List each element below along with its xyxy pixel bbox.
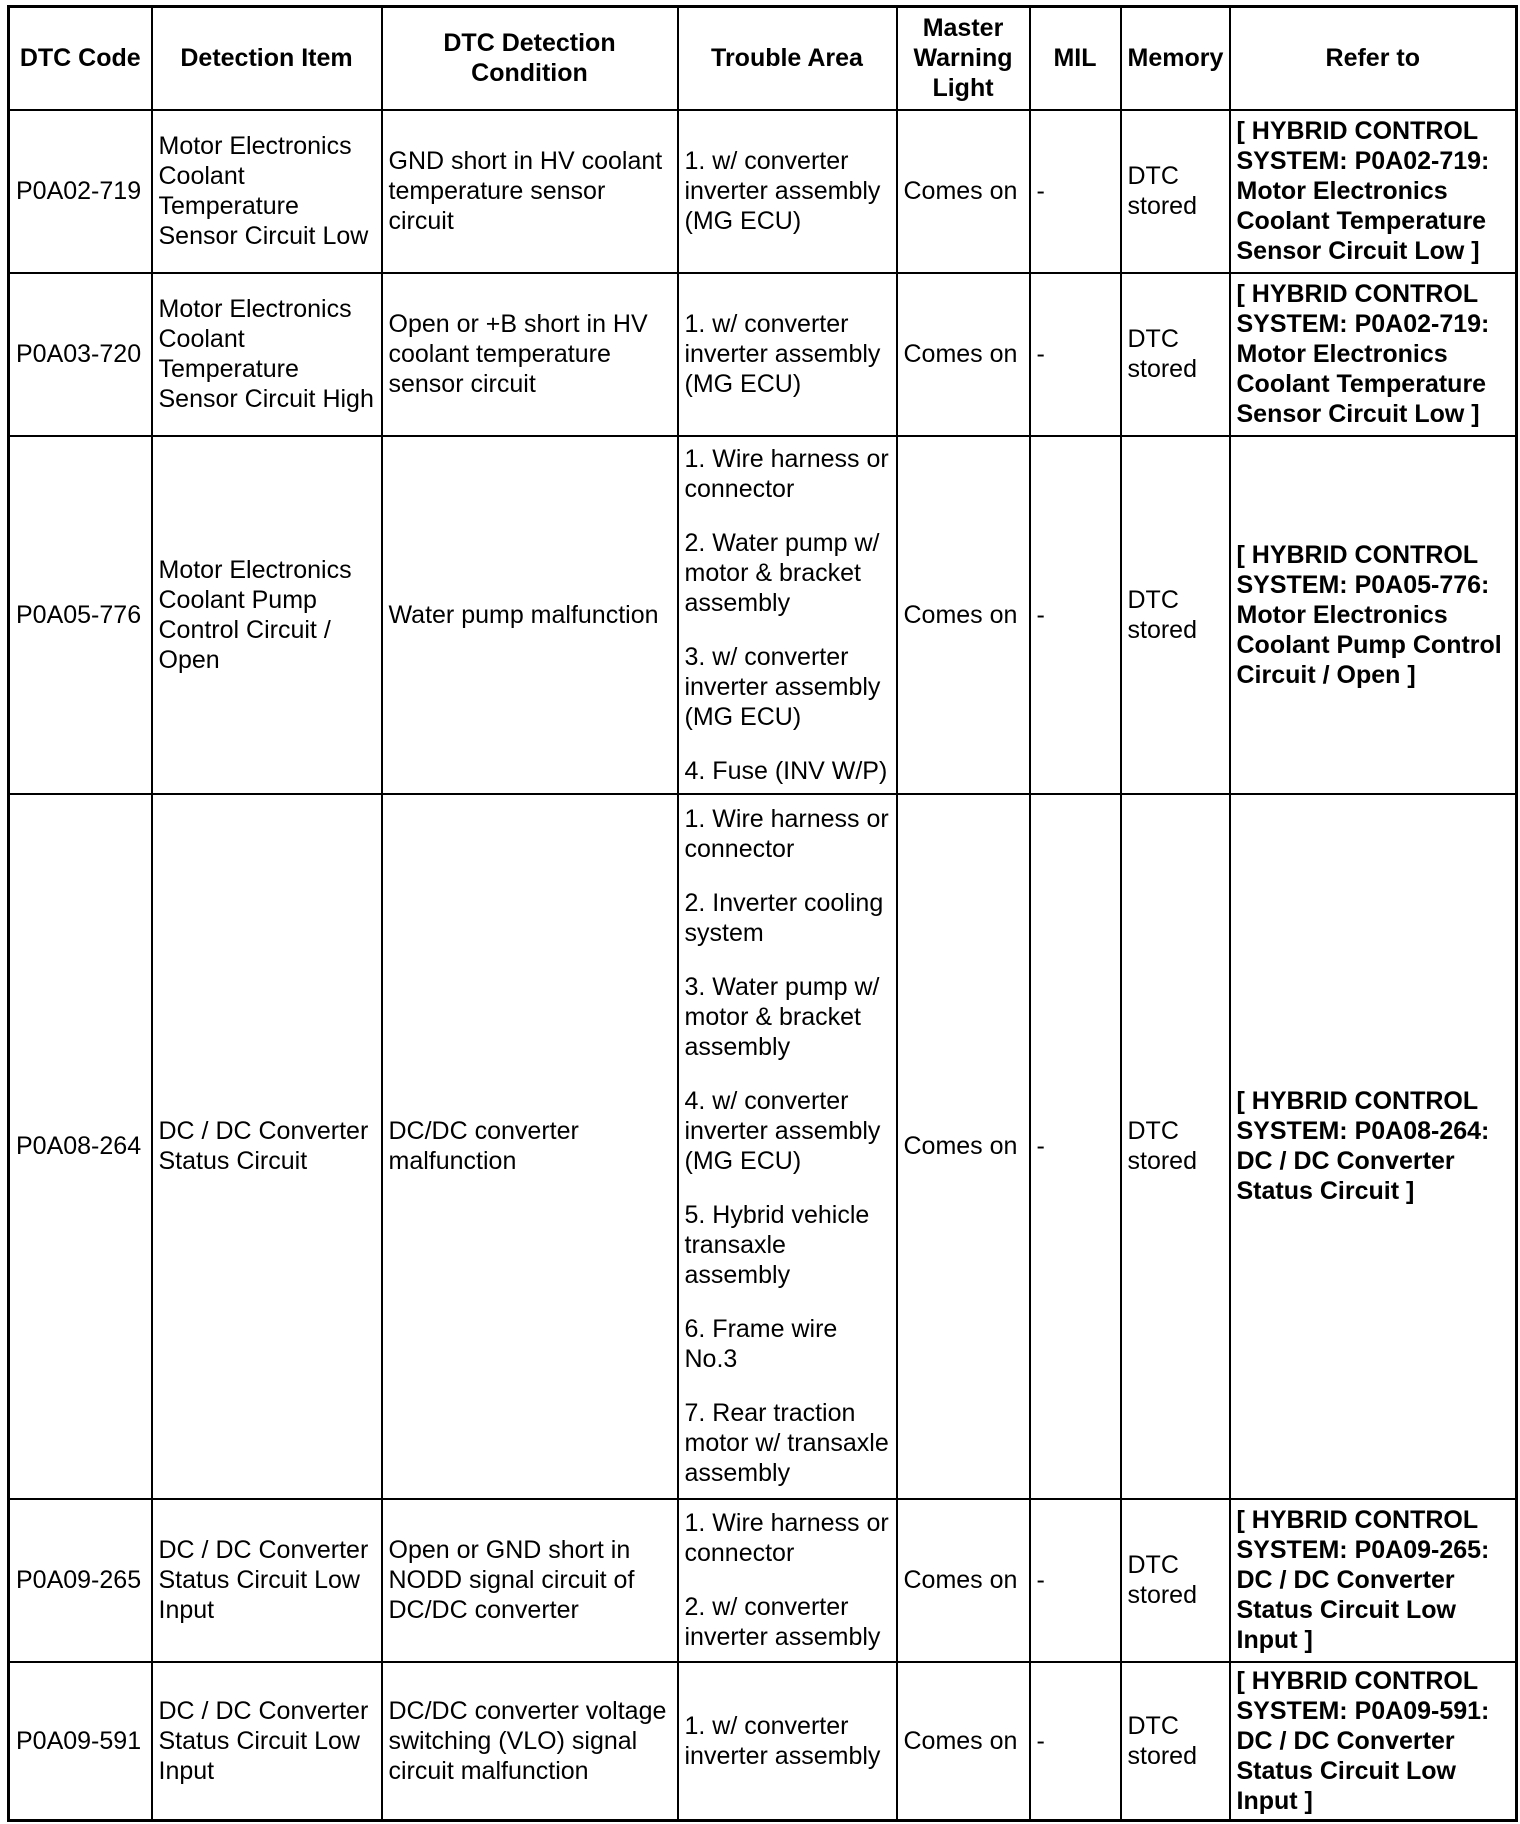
mil-cell: - [1030,1662,1121,1821]
detection-condition-cell: Open or +B short in HV coolant temperature sensor circuit [382,273,678,436]
detection-item-cell: DC / DC Converter Status Circuit Low Input [152,1499,382,1662]
trouble-area-item: 2. Inverter cooling system [684,889,884,947]
table-row [9,1499,1517,1662]
memory-cell: DTC stored [1121,436,1230,794]
master-warning-cell: Comes on [897,794,1030,1499]
header-master-warning-light: Master Warning Light [897,7,1030,110]
detection-condition-cell: GND short in HV coolant temperature sensor circuit [382,110,678,273]
refer-to-cell: [ HYBRID CONTROL SYSTEM: P0A02-719: Motor Electronics Coolant Temperature Sensor Circuit Low ] [1230,110,1517,273]
detection-condition-cell: DC/DC converter voltage switching (VLO) signal circuit malfunction [382,1662,678,1821]
mil-cell: - [1030,110,1121,273]
header-trouble-area: Trouble Area [678,7,897,110]
trouble-area-item: 2. Water pump w/ motor & bracket assembly [684,528,880,617]
trouble-area-cell [678,1662,897,1821]
table-row [9,1662,1517,1821]
trouble-area-item: 1. Wire harness or connector [684,805,889,863]
trouble-area-cell [678,436,897,794]
table-row [9,273,1517,436]
detection-item-cell: Motor Electronics Coolant Pump Control Circuit / Open [152,436,382,794]
memory-cell: DTC stored [1121,1662,1230,1821]
trouble-area-item: 2. w/ converter inverter assembly [684,1593,881,1651]
master-warning-cell: Comes on [897,1662,1030,1821]
dtc-code-cell: P0A08-264 [9,794,152,1499]
trouble-area-item: 1. Wire harness or connector [684,444,889,503]
detection-item-cell: DC / DC Converter Status Circuit Low Input [152,1662,382,1821]
detection-condition-cell: DC/DC converter malfunction [382,794,678,1499]
header-detection-condition: DTC Detection Condition [382,7,678,110]
table-row [9,110,1517,273]
mil-cell: - [1030,436,1121,794]
detection-item-cell: DC / DC Converter Status Circuit [152,794,382,1499]
table-row [9,436,1517,794]
master-warning-cell: Comes on [897,1499,1030,1662]
dtc-code-cell: P0A05-776 [9,436,152,794]
trouble-area-item: 1. w/ converter inverter assembly (MG ECU) [684,310,881,398]
detection-item-cell: Motor Electronics Coolant Temperature Sensor Circuit Low [152,110,382,273]
trouble-area-item: 5. Hybrid vehicle transaxle assembly [684,1201,870,1289]
trouble-area-item: 3. Water pump w/ motor & bracket assembly [684,973,880,1061]
header-detection-item: Detection Item [152,7,382,110]
trouble-area-item: 4. Fuse (INV W/P) [684,756,888,785]
mil-cell: - [1030,794,1121,1499]
refer-to-cell: [ HYBRID CONTROL SYSTEM: P0A05-776: Motor Electronics Coolant Pump Control Circuit / Open ] [1230,436,1517,794]
table-row [9,794,1517,1499]
header-mil: MIL [1030,7,1121,110]
trouble-area-item: 1. w/ converter inverter assembly (MG ECU) [684,147,881,235]
refer-to-cell: [ HYBRID CONTROL SYSTEM: P0A02-719: Motor Electronics Coolant Temperature Sensor Circuit Low ] [1230,273,1517,436]
master-warning-cell: Comes on [897,110,1030,273]
refer-to-cell: [ HYBRID CONTROL SYSTEM: P0A09-591: DC / DC Converter Status Circuit Low Input ] [1230,1662,1517,1821]
master-warning-cell: Comes on [897,436,1030,794]
dtc-table [7,5,1518,1822]
refer-to-cell: [ HYBRID CONTROL SYSTEM: P0A08-264: DC / DC Converter Status Circuit ] [1230,794,1517,1499]
refer-to-cell: [ HYBRID CONTROL SYSTEM: P0A09-265: DC / DC Converter Status Circuit Low Input ] [1230,1499,1517,1662]
trouble-area-item: 1. w/ converter inverter assembly [684,1711,881,1770]
trouble-area-item: 7. Rear traction motor w/ transaxle assembly [684,1399,889,1487]
memory-cell: DTC stored [1121,273,1230,436]
dtc-code-cell: P0A09-591 [9,1662,152,1821]
memory-cell: DTC stored [1121,110,1230,273]
detection-condition-cell: Water pump malfunction [382,436,678,794]
trouble-area-item: 3. w/ converter inverter assembly (MG ECU) [684,642,881,731]
header-dtc-code: DTC Code [9,7,152,110]
mil-cell: - [1030,1499,1121,1662]
header-row [9,7,1517,110]
detection-condition-cell: Open or GND short in NODD signal circuit of DC/DC converter [382,1499,678,1662]
dtc-code-cell: P0A02-719 [9,110,152,273]
mil-cell: - [1030,273,1121,436]
trouble-area-item: 1. Wire harness or connector [684,1509,889,1567]
dtc-code-cell: P0A09-265 [9,1499,152,1662]
trouble-area-cell [678,110,897,273]
trouble-area-cell [678,794,897,1499]
master-warning-cell: Comes on [897,273,1030,436]
trouble-area-cell [678,1499,897,1662]
detection-item-cell: Motor Electronics Coolant Temperature Sensor Circuit High [152,273,382,436]
memory-cell: DTC stored [1121,794,1230,1499]
trouble-area-item: 6. Frame wire No.3 [684,1315,838,1373]
trouble-area-cell [678,273,897,436]
header-refer-to: Refer to [1230,7,1517,110]
dtc-code-cell: P0A03-720 [9,273,152,436]
trouble-area-item: 4. w/ converter inverter assembly (MG ECU) [684,1087,881,1175]
header-memory: Memory [1121,7,1230,110]
memory-cell: DTC stored [1121,1499,1230,1662]
